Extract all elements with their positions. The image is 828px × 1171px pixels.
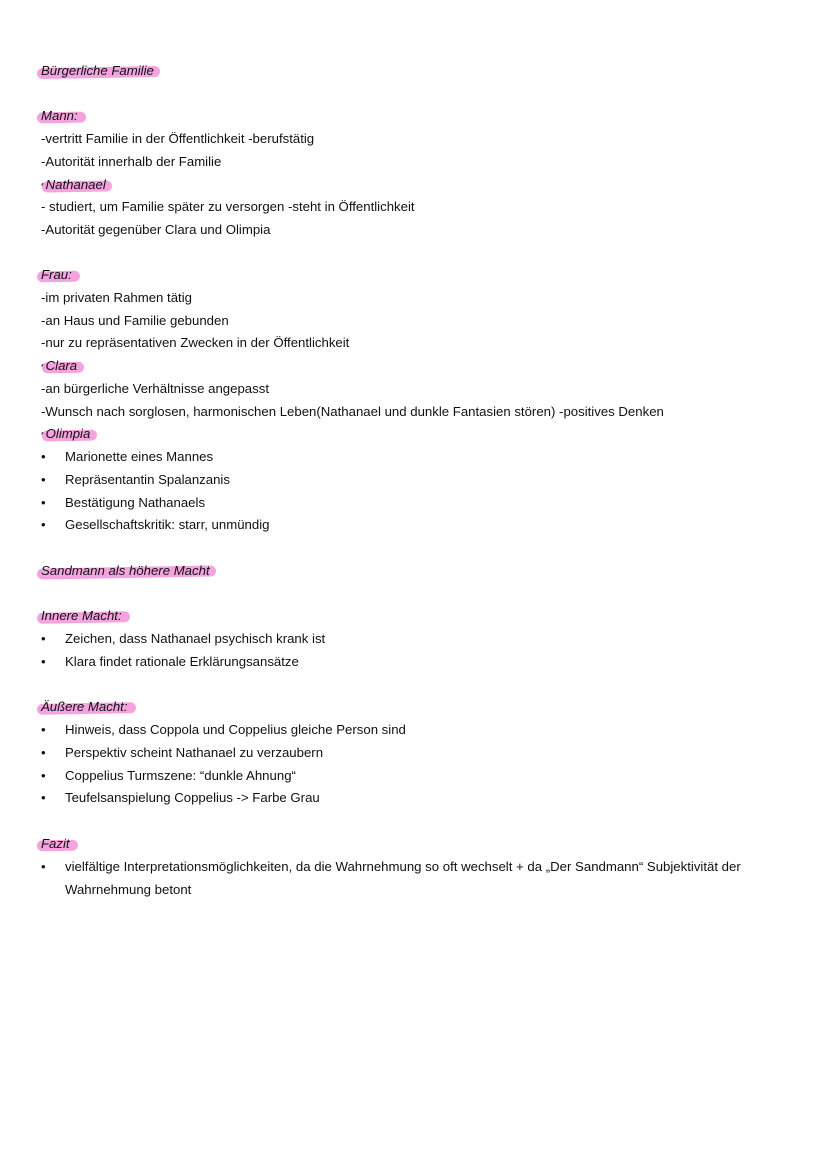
list-item — [41, 721, 406, 739]
bullet: • — [41, 449, 46, 464]
subheading-clara — [41, 357, 77, 375]
section-heading-fazit — [41, 835, 70, 853]
list-item — [41, 516, 269, 534]
subheading-nathanael — [41, 176, 106, 194]
text-line: -Autorität gegenüber Clara und Olimpia — [41, 222, 271, 237]
highlighted-heading: Olimpia — [45, 426, 91, 441]
list-item — [41, 856, 801, 901]
list-item-text: Klara findet rationale Erklärungsansätze — [65, 654, 299, 669]
list-item-text: Bestätigung Nathanaels — [65, 495, 206, 510]
text-line: -an bürgerliche Verhältnisse angepasst — [41, 381, 269, 396]
highlighted-heading: Frau: — [41, 267, 72, 282]
bullet: • — [41, 426, 46, 441]
highlighted-heading: Innere Macht: — [41, 608, 122, 623]
list-item — [41, 789, 320, 807]
list-item-text: vielfältige Interpretationsmöglichkeiten, da die Wahrnehmung so oft wechselt + da „Der Sandmann“ Subjektivität der Wahrnehmung betont — [65, 859, 741, 897]
subheading-aeussere-macht — [41, 698, 128, 716]
list-item — [41, 471, 230, 489]
list-item — [41, 448, 213, 466]
list-item — [41, 630, 325, 648]
bullet: • — [41, 495, 46, 510]
text-line: - studiert, um Familie später zu versorgen -steht in Öffentlichkeit — [41, 199, 415, 214]
bullet: • — [41, 722, 46, 737]
section-heading-buergerliche-familie — [41, 62, 154, 80]
highlighted-heading: Mann: — [41, 108, 78, 123]
bullet: • — [41, 631, 46, 646]
subheading-frau — [41, 266, 72, 284]
list-item-text: Perspektiv scheint Nathanael zu verzaubern — [65, 745, 324, 760]
list-item-text: Hinweis, dass Coppola und Coppelius gleiche Person sind — [65, 722, 406, 737]
list-item-text: Coppelius Turmszene: “dunkle Ahnung“ — [65, 768, 296, 783]
bullet: • — [41, 177, 46, 192]
text-line: -im privaten Rahmen tätig — [41, 290, 192, 305]
bullet: • — [41, 859, 46, 874]
text-line: -vertritt Familie in der Öffentlichkeit -berufstätig — [41, 131, 315, 146]
text-line: -Wunsch nach sorglosen, harmonischen Leben(Nathanael und dunkle Fantasien stören) -positives Denken — [41, 404, 664, 419]
bullet: • — [41, 358, 46, 373]
list-item-text: Teufelsanspielung Coppelius -> Farbe Grau — [65, 790, 320, 805]
highlighted-heading: Bürgerliche Familie — [41, 63, 154, 78]
text-line: -nur zu repräsentativen Zwecken in der Öffentlichkeit — [41, 335, 350, 350]
list-item-text: Marionette eines Mannes — [65, 449, 214, 464]
highlighted-heading: Fazit — [41, 836, 70, 851]
list-item-text: Zeichen, dass Nathanael psychisch krank ist — [65, 631, 326, 646]
highlighted-heading: Äußere Macht: — [41, 699, 128, 714]
bullet: • — [41, 790, 46, 805]
list-item — [41, 653, 299, 671]
list-item — [41, 744, 323, 762]
text-line: -an Haus und Familie gebunden — [41, 313, 229, 328]
list-item-text: Repräsentantin Spalanzanis — [65, 472, 230, 487]
highlighted-heading: Sandmann als höhere Macht — [41, 563, 210, 578]
bullet: • — [41, 654, 46, 669]
highlighted-heading: Nathanael — [45, 177, 106, 192]
bullet: • — [41, 745, 46, 760]
list-item — [41, 767, 296, 785]
bullet: • — [41, 768, 46, 783]
bullet: • — [41, 517, 46, 532]
section-heading-sandmann — [41, 562, 210, 580]
bullet: • — [41, 472, 46, 487]
text-line: -Autorität innerhalb der Familie — [41, 154, 222, 169]
list-item-text: Gesellschaftskritik: starr, unmündig — [65, 517, 270, 532]
list-item — [41, 494, 205, 512]
highlighted-heading: Clara — [45, 358, 78, 373]
subheading-olimpia — [41, 425, 90, 443]
subheading-innere-macht — [41, 607, 122, 625]
subheading-mann — [41, 107, 78, 125]
